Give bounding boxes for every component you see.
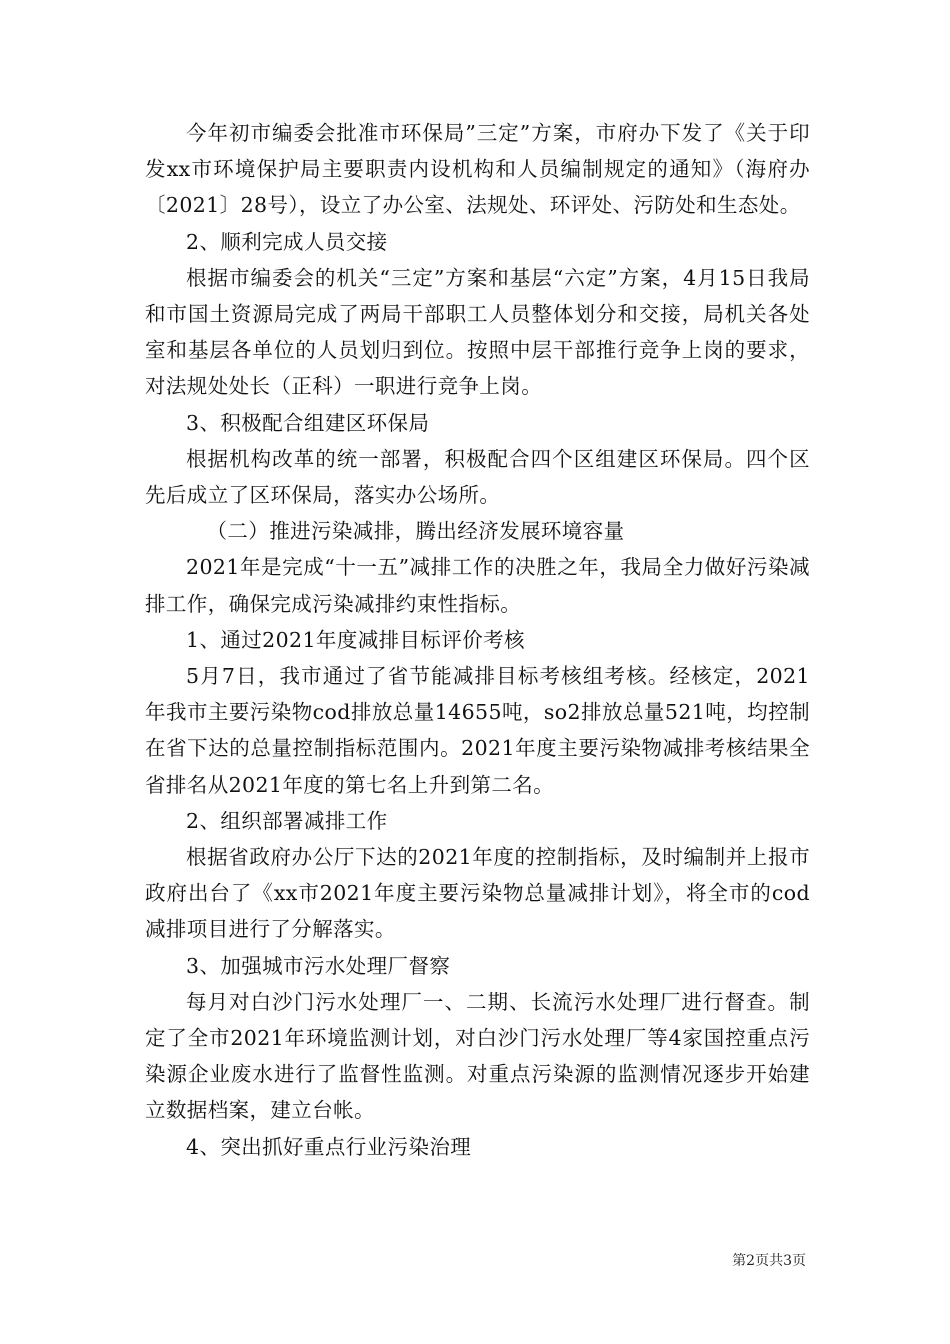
section-heading: 4、突出抓好重点行业污染治理 bbox=[186, 1134, 472, 1159]
section-heading: 1、通过2021年度减排目标评价考核 bbox=[186, 627, 525, 652]
paragraph-body: 根据机构改革的统一部署，积极配合四个区组建区环保局。四个区先后成立了区环保局，落实办公场所。 bbox=[145, 446, 810, 508]
section-heading: 2、顺利完成人员交接 bbox=[186, 229, 388, 254]
chapter-subheading: （二）推进污染减排，腾出经济发展环境容量 bbox=[206, 519, 625, 544]
paragraph-body: 根据省政府办公厅下达的2021年度的控制指标，及时编制并上报市政府出台了《xx市2021年度主要污染物总量减排计划》，将全市的cod减排项目进行了分解落实。 bbox=[145, 845, 810, 942]
paragraph-body: 今年初市编委会批准市环保局”三定”方案，市府办下发了《关于印发xx市环境保护局主要职责内设机构和人员编制规定的通知》（海府办〔2021〕28号），设立了办公室、法规处、环评处、污防处和生态处。 bbox=[145, 121, 810, 218]
paragraph-body: 5月7日，我市通过了省节能减排目标考核组考核。经核定，2021年我市主要污染物cod排放总量14655吨，so2排放总量521吨，均控制在省下达的总量控制指标范围内。2021年度主要污染物减排考核结果全省排名从2021年度的第七名上升到第二名。 bbox=[145, 664, 810, 797]
paragraph-body: 每月对白沙门污水处理厂一、二期、长流污水处理厂进行督查。制定了全市2021年环境监测计划，对白沙门污水处理厂等4家国控重点污染源企业废水进行了监督性监测。对重点污染源的监测情况逐步开始建立数据档案，建立台帐。 bbox=[145, 989, 810, 1123]
paragraph-body: 根据市编委会的机关“三定”方案和基层“六定”方案，4月15日我局和市国土资源局完成了两局干部职工人员整体划分和交接，局机关各处室和基层各单位的人员划归到位。按照中层干部推行竞争上岗的要求，对法规处处长（正科）一职进行竞争上岗。 bbox=[145, 265, 810, 399]
paragraph-body: 2021年是完成“十一五”减排工作的决胜之年，我局全力做好污染减排工作，确保完成污染减排约束性指标。 bbox=[145, 555, 810, 616]
section-heading: 2、组织部署减排工作 bbox=[186, 808, 388, 833]
section-heading: 3、加强城市污水处理厂督察 bbox=[186, 953, 451, 978]
page-number: 第2页共3页 bbox=[732, 1253, 806, 1269]
document-body bbox=[145, 115, 810, 1165]
section-heading: 3、积极配合组建区环保局 bbox=[186, 410, 430, 435]
